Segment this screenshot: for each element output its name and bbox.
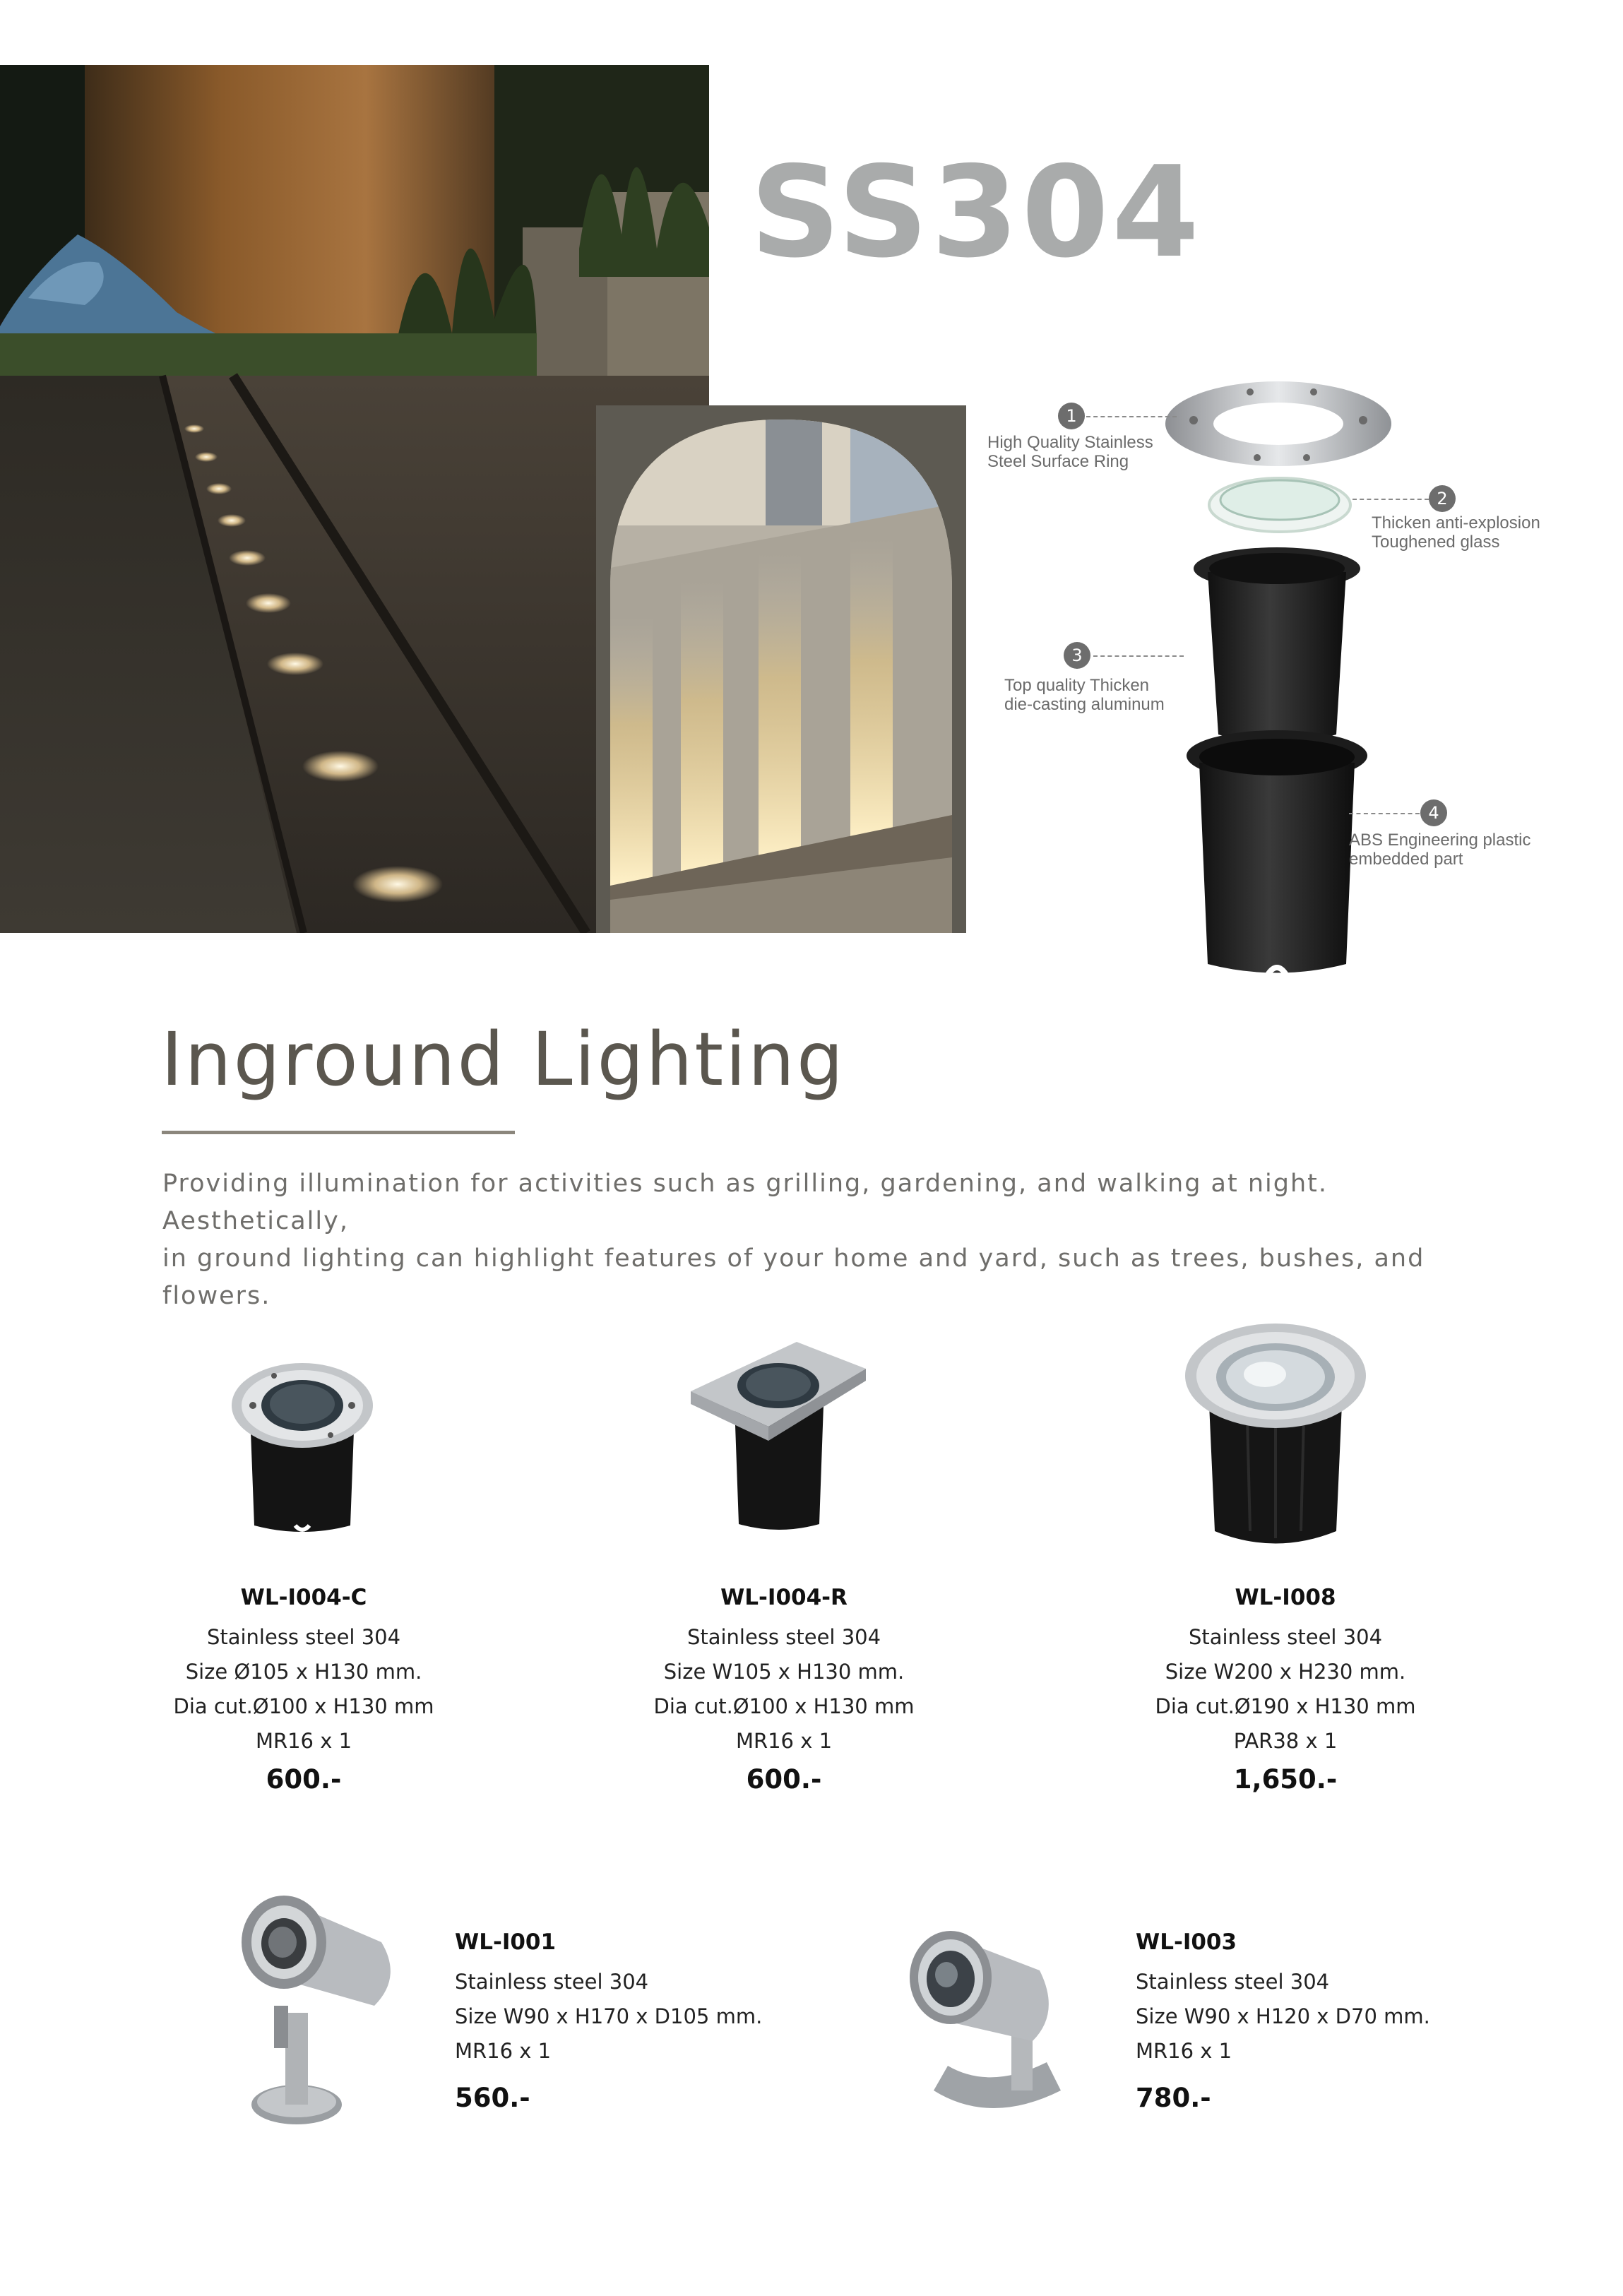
product-card-wl-i003 [1136,1928,1588,2119]
product-lamp: MR16 x 1 [735,1729,833,1753]
callout-number-3: 3 [1064,642,1090,669]
callout-line-2 [1352,499,1429,500]
product-cut: Dia cut.Ø100 x H130 mm [653,1694,915,1718]
intro-paragraph [162,1165,1504,1315]
product-lamp: MR16 x 1 [455,2039,552,2063]
callout-line-3 [1093,655,1184,657]
product-name: WL-I008 [1235,1585,1336,1610]
product-price: 780.- [1136,2083,1211,2113]
callout-number-1: 1 [1058,403,1085,429]
product-material: Stainless steel 304 [686,1625,881,1649]
callout-label-3: Top quality Thicken die-casting aluminum [1004,676,1165,714]
product-cut: Dia cut.Ø100 x H130 mm [173,1694,434,1718]
product-material: Stainless steel 304 [1188,1625,1383,1649]
product-image-wl-i001 [233,1872,403,2140]
product-lamp: MR16 x 1 [255,1729,352,1753]
callout-line-1 [1086,416,1177,417]
product-size: Size W90 x H170 x D105 mm. [455,2004,763,2028]
product-image-wl-i008 [1184,1319,1367,1559]
product-card-wl-i001 [455,1928,949,2119]
heading-underline [162,1131,515,1134]
product-lamp: PAR38 x 1 [1233,1729,1338,1753]
callout-label-4: ABS Engineering plastic embedded part [1349,831,1531,869]
section-heading: Inground Lighting [161,1016,845,1102]
product-cut: Dia cut.Ø190 x H130 mm [1155,1694,1416,1718]
product-image-wl-i003 [905,1914,1075,2126]
product-price: 600.- [266,1764,342,1795]
callout-number-4: 4 [1420,799,1447,826]
product-material: Stainless steel 304 [1136,1970,1330,1994]
product-name: WL-I003 [1136,1929,1237,1955]
product-size: Size W90 x H120 x D70 mm. [1136,2004,1430,2028]
product-size: Size W200 x H230 mm. [1165,1660,1406,1684]
product-size: Size W105 x H130 mm. [663,1660,905,1684]
product-card-wl-i004-r [636,1583,932,1801]
product-card-wl-i008 [1137,1583,1434,1801]
intro-line-1: Providing illumination for activities such as grilling, gardening, and walking at night. Aesthetically, [162,1170,1328,1235]
product-name: WL-I004-C [240,1585,367,1610]
exploded-diagram [975,367,1582,989]
product-price: 1,650.- [1233,1764,1338,1795]
product-material: Stainless steel 304 [455,1970,649,1994]
product-price: 560.- [455,2083,530,2113]
callout-line-4 [1349,813,1420,814]
product-name: WL-I001 [455,1929,557,1955]
product-price: 600.- [746,1764,822,1795]
product-card-wl-i004-c [155,1583,452,1801]
callout-number-2: 2 [1429,485,1456,512]
arch-photo [596,405,966,933]
intro-line-2: in ground lighting can highlight features of your home and yard, such as trees, bushes, and flowers. [162,1244,1425,1310]
product-image-wl-i004-c [225,1349,380,1547]
product-name: WL-I004-R [720,1585,848,1610]
product-image-wl-i004-r [691,1342,867,1540]
product-lamp: MR16 x 1 [1136,2039,1232,2063]
product-size: Size Ø105 x H130 mm. [185,1660,422,1684]
product-material: Stainless steel 304 [206,1625,401,1649]
callout-label-2: Thicken anti-explosion Toughened glass [1372,513,1540,552]
callout-label-1: High Quality Stainless Steel Surface Ring [987,433,1153,471]
brand-title: SS304 [750,139,1202,285]
